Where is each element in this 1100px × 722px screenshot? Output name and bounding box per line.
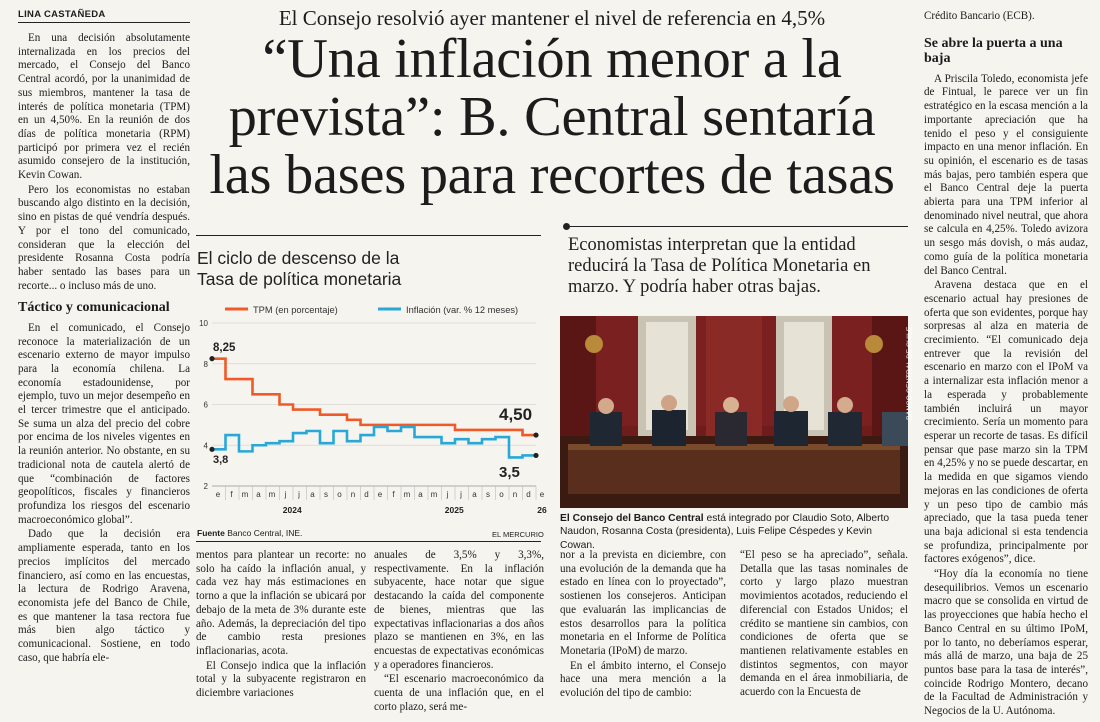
annotation-inflation-end: 3,5 — [499, 464, 520, 481]
paragraph: nor a la prevista en diciembre, con una evolución de la demanda que ha estado en línea con lo proyectado”, sostienen los consejeros. Anticipan que evaluarán las implicancias de estos desarrollos para la política monetaria en el Informe de Política Monetaria (IPoM) de marzo. — [560, 549, 726, 657]
x-tick-label: m — [268, 490, 276, 499]
deck-rule — [566, 226, 908, 227]
x-tick-label: j — [298, 490, 300, 499]
x-tick-label: a — [310, 490, 315, 499]
annotation-tpm-end: 4,50 — [499, 405, 533, 424]
x-year-label: 2025 — [444, 505, 464, 515]
paragraph: En el ámbito interno, el Consejo hace una mera mención a la evolución del tipo de cambio: — [560, 659, 726, 700]
x-year-label: 26 — [537, 505, 547, 515]
paragraph: Aravena destaca que en el escenario actual hay presiones de oferta que son evidentes, porque hay sorpresas al alza en materia de crecimiento. “El comunicado deja entrever que la revisión del escenario en marzo con el IPoM va a internalizar esta inflación menor a la esperada y probablemente también incluirá un mayor crecimiento. Sería un momento para esperar un recorte de tasas. Es difícil pensar que pase marzo sin la TPM en 4,25% y no se puede descartar, en la medida en que sigamos viendo mejoras en las condiciones de oferta y un peso tipo de cambio más apreciado, que la tasa pueda tener una baja adicional si esta tendencia se profundiza, principalmente por factores exógenos”, dice. — [924, 279, 1088, 566]
x-tick-label: e — [215, 490, 221, 499]
paragraph: anuales de 3,5% y 3,3%, respectivamente. En la inflación subyacente, hace notar que sigue destacando la caída del componente de bienes, mientras que las expectativas inflacionarias a dos años plazo se mantienen en 3%, en las encuestas de expectativas económicas y a operadores financieros. — [374, 549, 544, 671]
paragraph: “El escenario macroeconómico da cuenta de una inflación que, en el corto plazo, será me- — [374, 673, 544, 713]
x-tick-label: d — [526, 490, 531, 499]
chart-top-rule — [196, 235, 541, 236]
paragraph: “Hoy día la economía no tiene desequilibrios. Vemos un escenario macro que se consolida en virtud de las proyecciones que había hecho el Banco Central en su último IPoM, por lo tanto, no deberíamos esperar, más allá de marzo, una baja de 25 puntos base para la tasa de interés”, coincide Rodrigo Montero, decano de la Facultad de Administración y Negocios de la U. Autónoma. — [924, 568, 1088, 718]
paragraph: A Priscila Toledo, economista jefe de Fintual, le parece ver un fin estratégico en la escasa mención a la importante apreciación que ha tenido el peso y el consiguiente impacto en una menor inflación. En su opinión, el escenario es de tasas más bajas, pero también espera que el Banco Central deje la puerta abierta para una TPM inferior al denominado nivel neutral, que ahora se calcula en 4,25%. Toledo avizora un sesgo más dovish, o más audaz, como guía de la política monetaria del Banco Central. — [924, 72, 1088, 277]
x-tick-label: o — [499, 490, 504, 499]
x-year-label: 2024 — [282, 505, 302, 515]
x-tick-label: j — [284, 490, 287, 499]
legend-label-inflation: Inflación (var. % 12 meses) — [406, 305, 519, 315]
subheading: Táctico y comunicacional — [18, 300, 170, 316]
headline: “Una inflación menor a la prevista”: B. Central sentaría las bases para recortes de tasas — [209, 28, 895, 206]
legend-label-tpm: TPM (en porcentaje) — [253, 305, 338, 315]
series-line-inflation — [212, 427, 536, 458]
x-tick-label: a — [418, 490, 423, 499]
column-4 — [560, 549, 726, 722]
x-tick-label: m — [241, 490, 249, 499]
x-tick-label: m — [430, 490, 438, 499]
chart-plot — [196, 296, 546, 542]
deck: Economistas interpretan que la entidad reducirá la Tasa de Política Monetaria en marzo. Y podría haber otras bajas. — [568, 235, 871, 297]
paragraph: El Consejo indica que la inflación total y la subyacente registraron en diciembre variaciones — [196, 659, 366, 700]
column-5 — [740, 549, 908, 722]
x-tick-label: a — [472, 490, 477, 499]
chart-credit: EL MERCURIO — [492, 530, 544, 539]
paragraph: Crédito Bancario (ECB). — [924, 10, 1035, 22]
annotation-inflation-start: 3,8 — [213, 454, 229, 466]
paragraph: En una decisión absolutamente internalizada en los precios del mercado, el Consejo del Banco Central acordó, por la unanimidad de sus miembros, mantener la tasa de interés de política monetaria (TPM) en un 4,50%. En la reunión de dos días de política monetaria (RPM) participó por primera vez el recién asumido consejero de la institución, Kevin Cowan. — [18, 32, 190, 182]
x-tick-label: f — [392, 490, 395, 499]
x-tick-label: a — [256, 490, 261, 499]
x-tick-label: e — [377, 490, 383, 499]
series-start-point — [209, 356, 214, 361]
council-photo — [560, 316, 913, 508]
y-tick-label: 6 — [203, 400, 208, 410]
column-1 — [18, 32, 190, 722]
x-tick-label: s — [486, 490, 490, 499]
chart-source: Fuente Banco Central, INE. — [197, 528, 303, 538]
deck-dot — [563, 223, 570, 230]
x-tick-label: f — [230, 490, 233, 499]
paragraph: “El peso se ha apreciado”, señala. Detalla que las tasas nominales de corto y largo plazo muestran movimientos acotados, reduciendo el diferencial con Estados Unidos; el crédito se mantiene sin cambios, con condiciones de oferta que se mantienen relativamente estables en distintos segmentos, con mayor demanda en el área inmobiliaria, de acuerdo con la Encuesta de — [740, 549, 908, 699]
byline: LINA CASTAÑEDA — [18, 9, 106, 20]
subheading: Se abre la puerta a una baja — [924, 35, 1063, 67]
y-tick-label: 10 — [199, 319, 208, 328]
x-tick-label: n — [512, 490, 518, 499]
y-tick-label: 4 — [203, 441, 208, 451]
photo-credit: BANCO CENTRAL DE CHILE — [906, 326, 913, 420]
x-tick-label: j — [460, 490, 462, 499]
x-tick-label: e — [539, 490, 545, 499]
x-tick-label: o — [337, 490, 342, 499]
photo-caption: El Consejo del Banco Central está integrado por Claudio Soto, Alberto Naudon, Rosanna Costa (presidenta), Luis Felipe Céspedes y Kevin Cowan. — [560, 513, 890, 551]
column-right — [924, 10, 1088, 722]
kicker: El Consejo resolvió ayer mantener el nivel de referencia en 4,5% — [278, 6, 826, 30]
paragraph: mentos para plantear un recorte: no solo ha caído la inflación anual, y cada vez hay más estimaciones en torno a que la inflación se ubicará por debajo de la meta de 3% durante este año. Además, la depreciación del tipo de cambio resta presiones inflacionarias, acota. — [196, 549, 366, 657]
y-tick-label: 2 — [203, 482, 208, 491]
series-end-point — [533, 432, 538, 437]
x-tick-label: d — [364, 490, 369, 499]
column-2 — [196, 549, 366, 722]
byline-rule — [18, 22, 190, 23]
column-3 — [374, 549, 544, 722]
series-end-point — [533, 453, 538, 458]
y-tick-label: 8 — [203, 359, 208, 369]
series-line-tpm — [212, 359, 536, 435]
x-tick-label: m — [403, 490, 411, 499]
x-tick-label: s — [324, 490, 328, 499]
annotation-tpm-start: 8,25 — [213, 342, 236, 354]
paragraph: Pero los economistas no estaban buscando algo distinto en la decisión, sino en pistas de qué vendría después. Y por el tono del comunicado, consideran que la elección del presidente Rosanna Costa podría haber sentado las bases para un recorte... o incluso más de uno. — [18, 183, 190, 292]
chart-title: El ciclo de descenso de la Tasa de política monetaria — [197, 248, 402, 289]
x-tick-label: j — [446, 490, 449, 499]
x-tick-label: n — [350, 490, 356, 499]
council-photo-illustration — [560, 316, 908, 508]
paragraph: Dado que la decisión era ampliamente esperada, tanto en los precios implícitos del mercado financiero, así como en las encuestas, la lectura de Rodrigo Aravena, economista jefe del Banco de Chile, es que mantener la tasa rectora fue más bien algo táctico y comunicacional. Sostiene, en todo caso, que habría ele- — [18, 528, 190, 664]
chart-bottom-rule — [196, 541, 541, 542]
paragraph: En el comunicado, el Consejo reconoce la materialización de un escenario externo de mayor impulso para la economía chilena. La economía estadounidense, por ejemplo, tuvo un mejor desempeño en el tercer trimestre que el anticipado. Se suma un alza del precio del cobre por encima de los niveles vigentes en la reunión anterior. No obstante, en su tradicional nota de cautela alertó de que “combinación de factores geopolíticos, fiscales y financieros profundiza los riesgos del escenario macroeconómico global”. — [18, 321, 190, 526]
series-start-point — [209, 447, 214, 452]
